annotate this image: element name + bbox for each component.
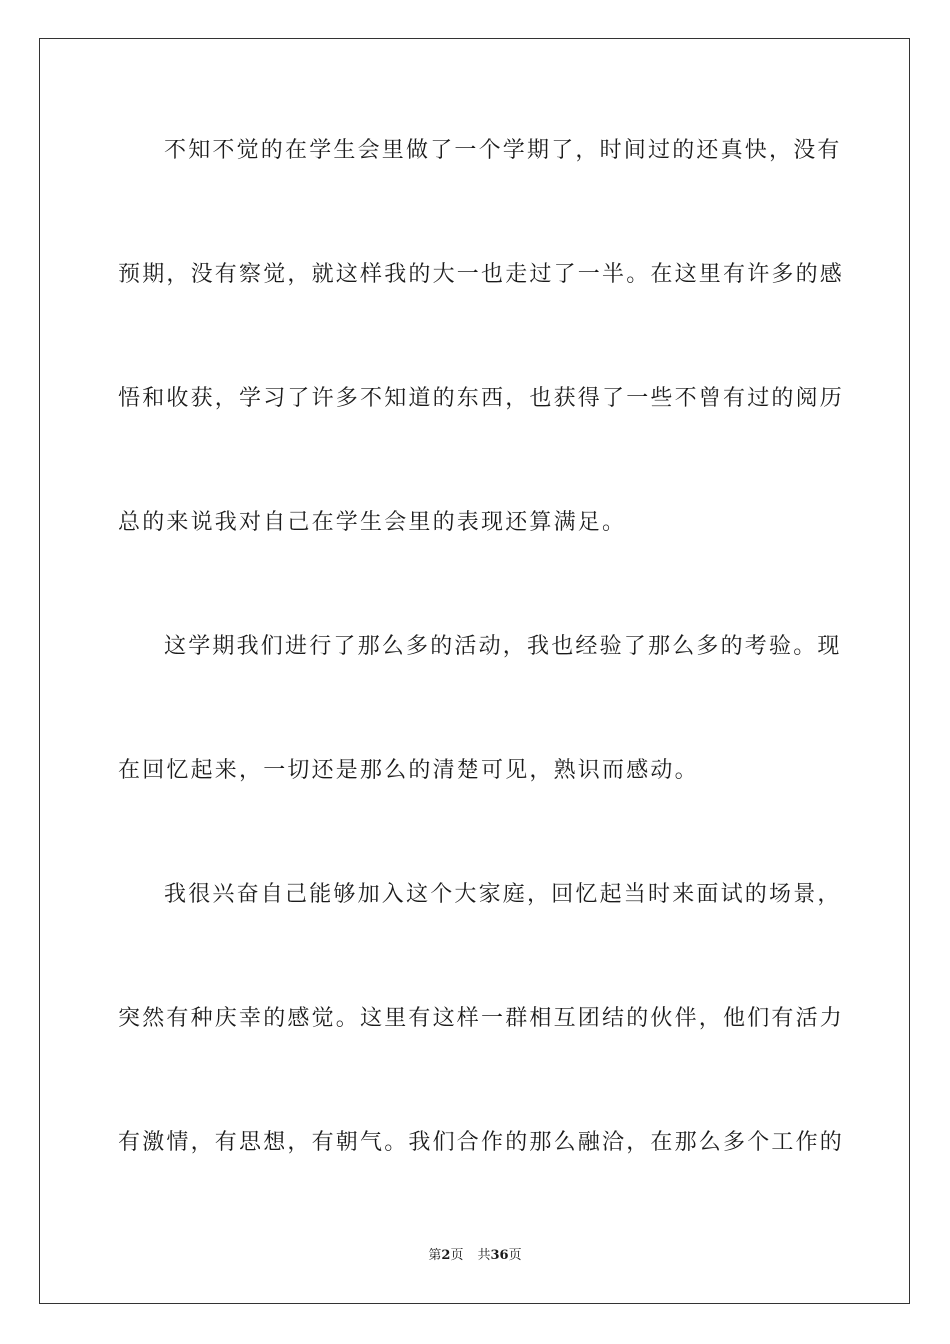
paragraph-2-line-1: 这学期我们进行了那么多的活动，我也经验了那么多的考验。现 bbox=[164, 634, 842, 659]
paragraph-1-line-3: 悟和收获，学习了许多不知道的东西，也获得了一些不曾有过的阅历 bbox=[118, 386, 845, 411]
paragraph-3-line-1: 我很兴奋自己能够加入这个大家庭，回忆起当时来面试的场景， bbox=[164, 882, 842, 907]
paragraph-1-line-1: 不知不觉的在学生会里做了一个学期了，时间过的还真快，没有 bbox=[164, 138, 842, 163]
total-pages: 36 bbox=[490, 1248, 509, 1263]
paragraph-1-line-2: 预期，没有察觉，就这样我的大一也走过了一半。在这里有许多的感 bbox=[118, 262, 845, 287]
paragraph-2-line-2: 在回忆起来，一切还是那么的清楚可见，熟识而感动。 bbox=[118, 758, 699, 783]
total-prefix: 共 bbox=[477, 1248, 491, 1263]
paragraph-3-line-3: 有激情，有思想，有朝气。我们合作的那么融洽，在那么多个工作的 bbox=[118, 1130, 845, 1155]
page-footer bbox=[0, 1247, 950, 1265]
total-suffix: 页 bbox=[508, 1248, 522, 1263]
page-prefix: 第 bbox=[428, 1248, 442, 1263]
page-number: 2 bbox=[441, 1248, 451, 1263]
page-suffix: 页 bbox=[450, 1248, 464, 1263]
page-frame bbox=[39, 38, 910, 1304]
paragraph-3-line-2: 突然有种庆幸的感觉。这里有这样一群相互团结的伙伴，他们有活力 bbox=[118, 1006, 845, 1031]
paragraph-1-line-4: 总的来说我对自己在学生会里的表现还算满足。 bbox=[118, 510, 627, 535]
